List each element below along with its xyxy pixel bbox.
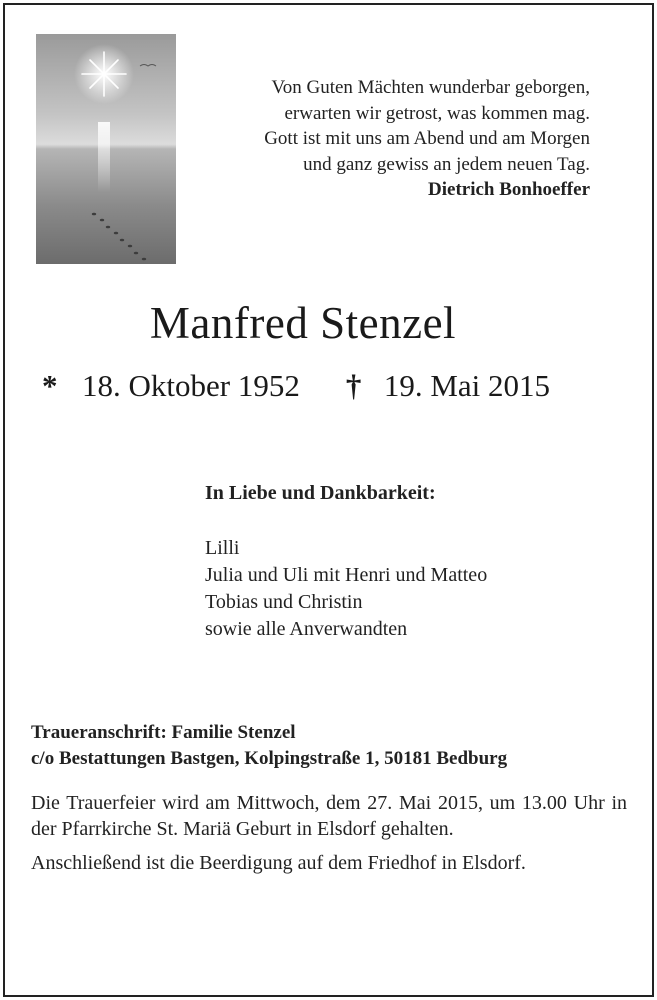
notice-paragraph: Die Trauerfeier wird am Mittwoch, dem 27. Mai 2015, um 13.00 Uhr in der Pfarrkirche St. Mariä Geburt in Elsdorf gehalten. [31,792,627,840]
family-heading: In Liebe und Dankbarkeit: [205,482,436,504]
birth-date: 18. Oktober 1952 [82,368,300,403]
family-member: sowie alle Anverwandten [205,618,408,640]
notice-paragraph: Anschließend ist die Beerdigung auf dem Friedhof in Elsdorf. [31,852,526,874]
deceased-name: Manfred Stenzel [149,298,457,348]
mourning-address [31,720,507,772]
family-member: Tobias und Christin [205,591,363,613]
address-line: Traueranschrift: Familie Stenzel [31,722,296,743]
family-block [205,482,487,643]
life-dates [42,368,550,404]
funeral-notice [31,790,627,884]
birth-star-icon: * [42,368,58,403]
poem-quote [190,75,590,203]
poem-author: Dietrich Bonhoeffer [428,179,590,200]
address-line: c/o Bestattungen Bastgen, Kolpingstraße 1, 50181 Bedburg [31,748,508,769]
family-member: Lilli [205,537,240,559]
poem-line: Von Guten Mächten wunderbar geborgen, [271,77,590,98]
family-member: Julia und Uli mit Henri und Matteo [205,564,488,586]
poem-line: und ganz gewiss an jedem neuen Tag. [303,153,590,175]
poem-line: erwarten wir getrost, was kommen mag. [284,102,590,124]
death-cross-icon: † [345,368,362,403]
sea-sunset-photo [36,34,176,264]
death-date: 19. Mai 2015 [383,368,551,403]
poem-line: Gott ist mit uns am Abend und am Morgen [264,128,590,149]
